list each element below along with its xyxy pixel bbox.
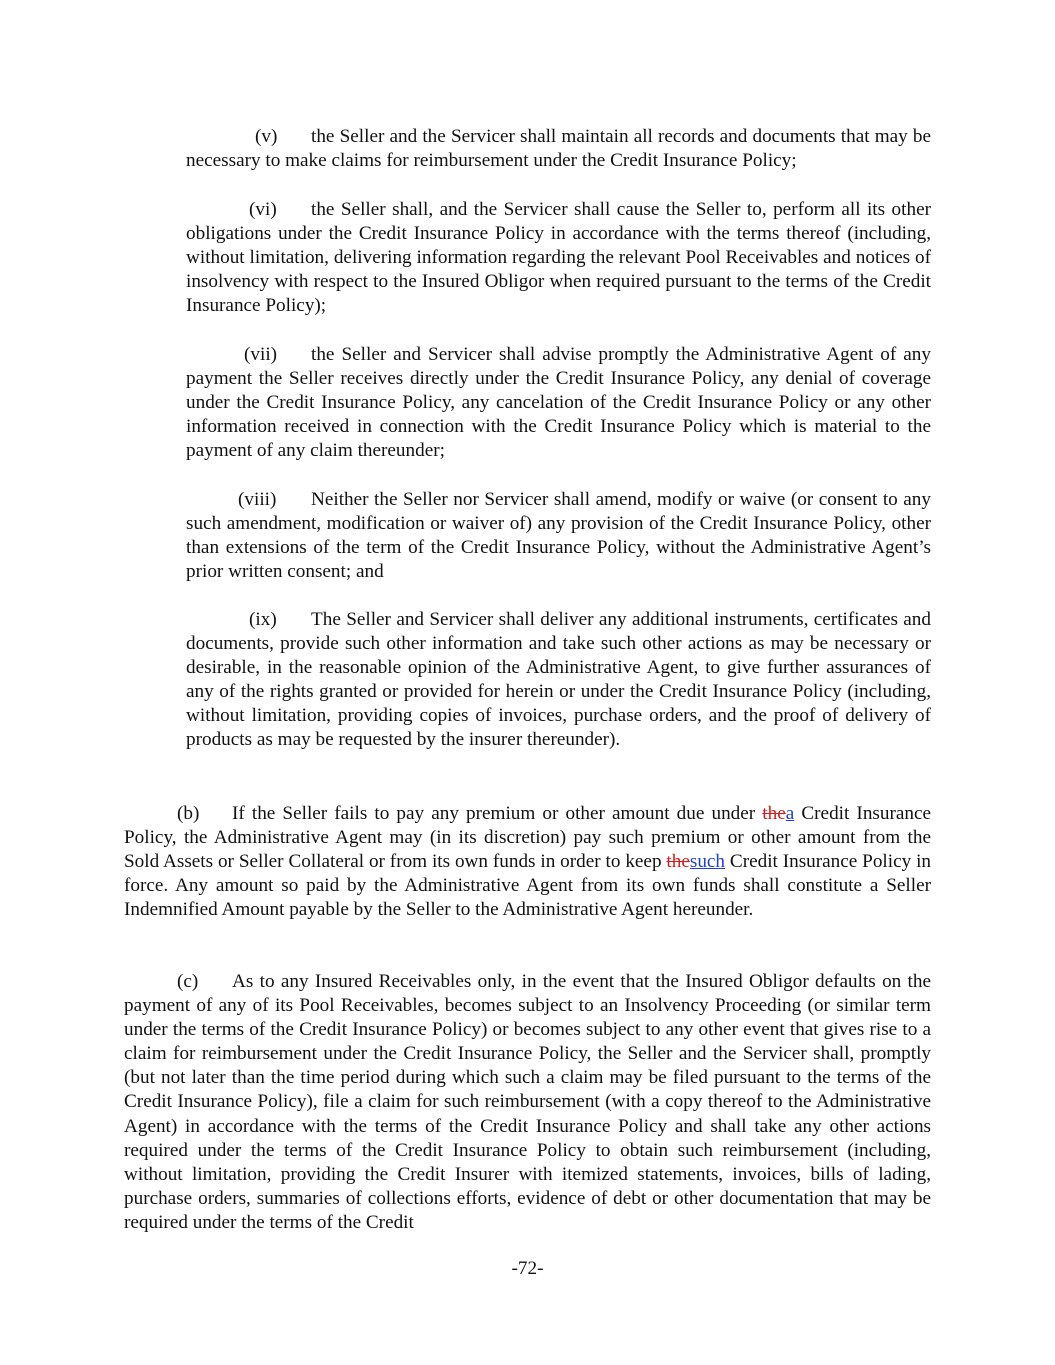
clause-vii-text: the Seller and Servicer shall advise promptly the Administrative Agent of any payment the Seller receives directly under the Credit Insurance Policy, any denial of coverage under the Credit Insurance Policy, any cancelation of the Credit Insurance Policy or any other information received in connection with the Credit Insurance Policy which is material to the payment of any claim thereunder; — [186, 344, 931, 462]
paragraph-b — [124, 802, 931, 922]
clause-ix-marker: (ix) — [249, 609, 277, 630]
paragraph-b-text-3: Credit Insurance Policy in force. Any amount so paid by the Administrative Agent from its own funds shall constitute a Seller Indemnified Amount payable by the Seller to the Administrative Agent hereunder. — [124, 851, 931, 921]
page-number: -72- — [511, 1258, 544, 1279]
paragraph-c — [124, 970, 931, 1235]
clause-ix-text: The Seller and Servicer shall deliver any additional instruments, certificates and documents, provide such other information and take such other actions as may be necessary or desirable, in the reasonable opinion of the Administrative Agent, to give further assurances of any of the rights granted or provided for herein or under the Credit Insurance Policy (including, without limitation, providing copies of invoices, purchase orders, and the proof of delivery of products as may be requested by the insurer thereunder). — [186, 609, 931, 751]
clause-viii-marker: (viii) — [238, 489, 277, 510]
inserted-text-such: such — [689, 851, 726, 873]
paragraph-c-text: As to any Insured Receivables only, in the event that the Insured Obligor defaults on the payment of any of its Pool Receivables, becomes subject to an Insolvency Proceeding (or similar term under the terms of the Credit Insurance Policy) or becomes subject to any other event that gives rise to a claim for reimbursement under the Credit Insurance Policy, the Seller and the Servicer shall, promptly (but not later than the time period during which such a claim may be filed pursuant to the terms of the Credit Insurance Policy), file a claim for such reimbursement (with a copy thereof to the Administrative Agent) in accordance with the terms of the Credit Insurance Policy and shall take any other actions required under the terms of the Credit Insurance Policy to obtain such reimbursement (including, without limitation, providing the Credit Insurer with itemized statements, invoices, bills of lading, purchase orders, summaries of collections efforts, evidence of debt or other documentation that may be required under the terms of the Credit — [124, 971, 931, 1233]
clause-v-text: the Seller and the Servicer shall maintain all records and documents that may be necessary to make claims for reimbursement under the Credit Insurance Policy; — [186, 126, 931, 172]
clause-vi — [186, 198, 931, 318]
paragraph-b-text-2: Credit Insurance Policy, the Administrative Agent may (in its discretion) pay such premium or other amount from the Sold Assets or Seller Collateral or from its own funds in order to keep — [124, 803, 932, 873]
deleted-text-the-2: the — [666, 851, 690, 873]
clause-viii-text: Neither the Seller nor Servicer shall amend, modify or waive (or consent to any such amendment, modification or waiver of) any provision of the Credit Insurance Policy, other than extensions of the term of the Credit Insurance Policy, without the Administrative Agent’s prior written consent; and — [186, 489, 931, 583]
paragraph-b-marker: (b) — [177, 803, 200, 824]
inserted-text-a: a — [785, 803, 795, 824]
deleted-text-the-1: the — [762, 803, 786, 824]
clause-v-marker: (v) — [255, 126, 278, 147]
clause-vii-marker: (vii) — [244, 344, 278, 365]
clause-vi-marker: (vi) — [249, 199, 277, 220]
clause-vii — [186, 343, 931, 463]
clause-vi-text: the Seller shall, and the Servicer shall cause the Seller to, perform all its other obligations under the Credit Insurance Policy in accordance with the terms thereof (including, without limitation, delivering information regarding the relevant Pool Receivables and notices of insolvency with respect to the Insured Obligor when required pursuant to the terms of the Credit Insurance Policy); — [186, 199, 931, 317]
paragraph-b-text-1: If the Seller fails to pay any premium or other amount due under — [232, 803, 763, 824]
paragraph-c-marker: (c) — [177, 971, 199, 992]
clause-ix — [186, 608, 931, 753]
clause-viii — [186, 488, 931, 584]
clause-v — [186, 125, 931, 173]
